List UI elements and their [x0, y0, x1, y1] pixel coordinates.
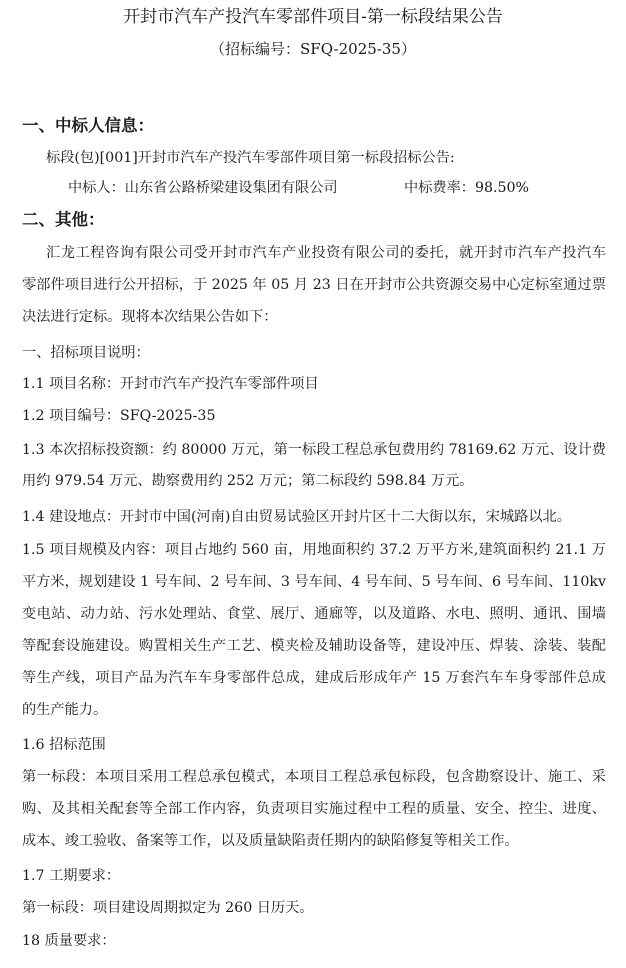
- project-description-heading: 一、招标项目说明：: [22, 345, 150, 361]
- intro-line: 零部件项目进行公开招标，于 2025 年 05 月 23 日在开封市公共资源交易中心定标室通过票: [22, 277, 606, 293]
- bid-scope-line: 第一标段：本项目采用工程总承包模式，本项目工程总承包标段，包含勘察设计、施工、采: [22, 769, 606, 785]
- lot-line: 标段(包)[001]开封市汽车产投汽车零部件项目第一标段招标公告:: [46, 150, 455, 166]
- winner-name: 中标人：山东省公路桥梁建设集团有限公司: [68, 180, 338, 196]
- bid-scope-line: 购、及其相关配套等全部工作内容，负责项目实施过程中工程的质量、安全、控尘、进度、: [22, 801, 606, 817]
- intro-line: 汇龙工程咨询有限公司受开封市汽车产业投资有限公司的委托，就开封市汽车产投汽车: [46, 245, 606, 261]
- schedule-heading: 1.7 工期要求：: [22, 868, 121, 884]
- section-heading-winner: 一、中标人信息：: [22, 116, 154, 135]
- quality-heading: 18 质量要求：: [22, 933, 116, 949]
- project-number: 1.2 项目编号：SFQ-2025-35: [22, 408, 216, 424]
- investment-line: 1.3 本次招标投资额：约 80000 万元，第一标段工程总承包费用约 78169.62 万元、设计费: [22, 442, 606, 458]
- scale-line: 变电站、动力站、污水处理站、食堂、展厅、通廊等，以及道路、水电、照明、通讯、围墙: [22, 606, 606, 622]
- scale-line: 等生产线，项目产品为汽车车身零部件总成，建成后形成年产 15 万套汽车车身零部件总成: [22, 670, 606, 686]
- section-heading-other: 二、其他：: [22, 210, 105, 229]
- project-name: 1.1 项目名称：开封市汽车产投汽车零部件项目: [22, 376, 319, 392]
- construction-location: 1.4 建设地点：开封市中国(河南)自由贸易试验区开封片区十二大街以东，宋城路以北。: [22, 509, 571, 525]
- bid-scope-heading: 1.6 招标范围: [22, 737, 106, 753]
- bid-scope-line: 成本、竣工验收、备案等工作，以及质量缺陷责任期内的缺陷修复等相关工作。: [22, 833, 519, 849]
- winner-fee-rate: 中标费率：98.50%: [404, 180, 530, 196]
- scale-line: 等配套设施建设。购置相关生产工艺、模夹检及辅助设备等，建设冲压、焊装、涂装、装配: [22, 638, 606, 654]
- scale-line: 平方米，规划建设 1 号车间、2 号车间、3 号车间、4 号车间、5 号车间、6 号车间、110kv: [22, 574, 607, 590]
- schedule-line: 第一标段：项目建设周期拟定为 260 日历天。: [22, 900, 314, 916]
- intro-line: 决法进行定标。现将本次结果公告如下：: [22, 309, 278, 325]
- tender-number: （招标编号：SFQ-2025-35）: [210, 40, 416, 58]
- scale-line: 1.5 项目规模及内容：项目占地约 560 亩，用地面积约 37.2 万平方米,建筑面积约 21.1 万: [22, 542, 606, 558]
- scale-line: 的生产能力。: [22, 702, 108, 718]
- page-title: 开封市汽车产投汽车零部件项目-第一标段结果公告: [123, 7, 503, 27]
- investment-line: 用约 979.54 万元、勘察费用约 252 万元；第二标段约 598.84 万元。: [22, 473, 474, 489]
